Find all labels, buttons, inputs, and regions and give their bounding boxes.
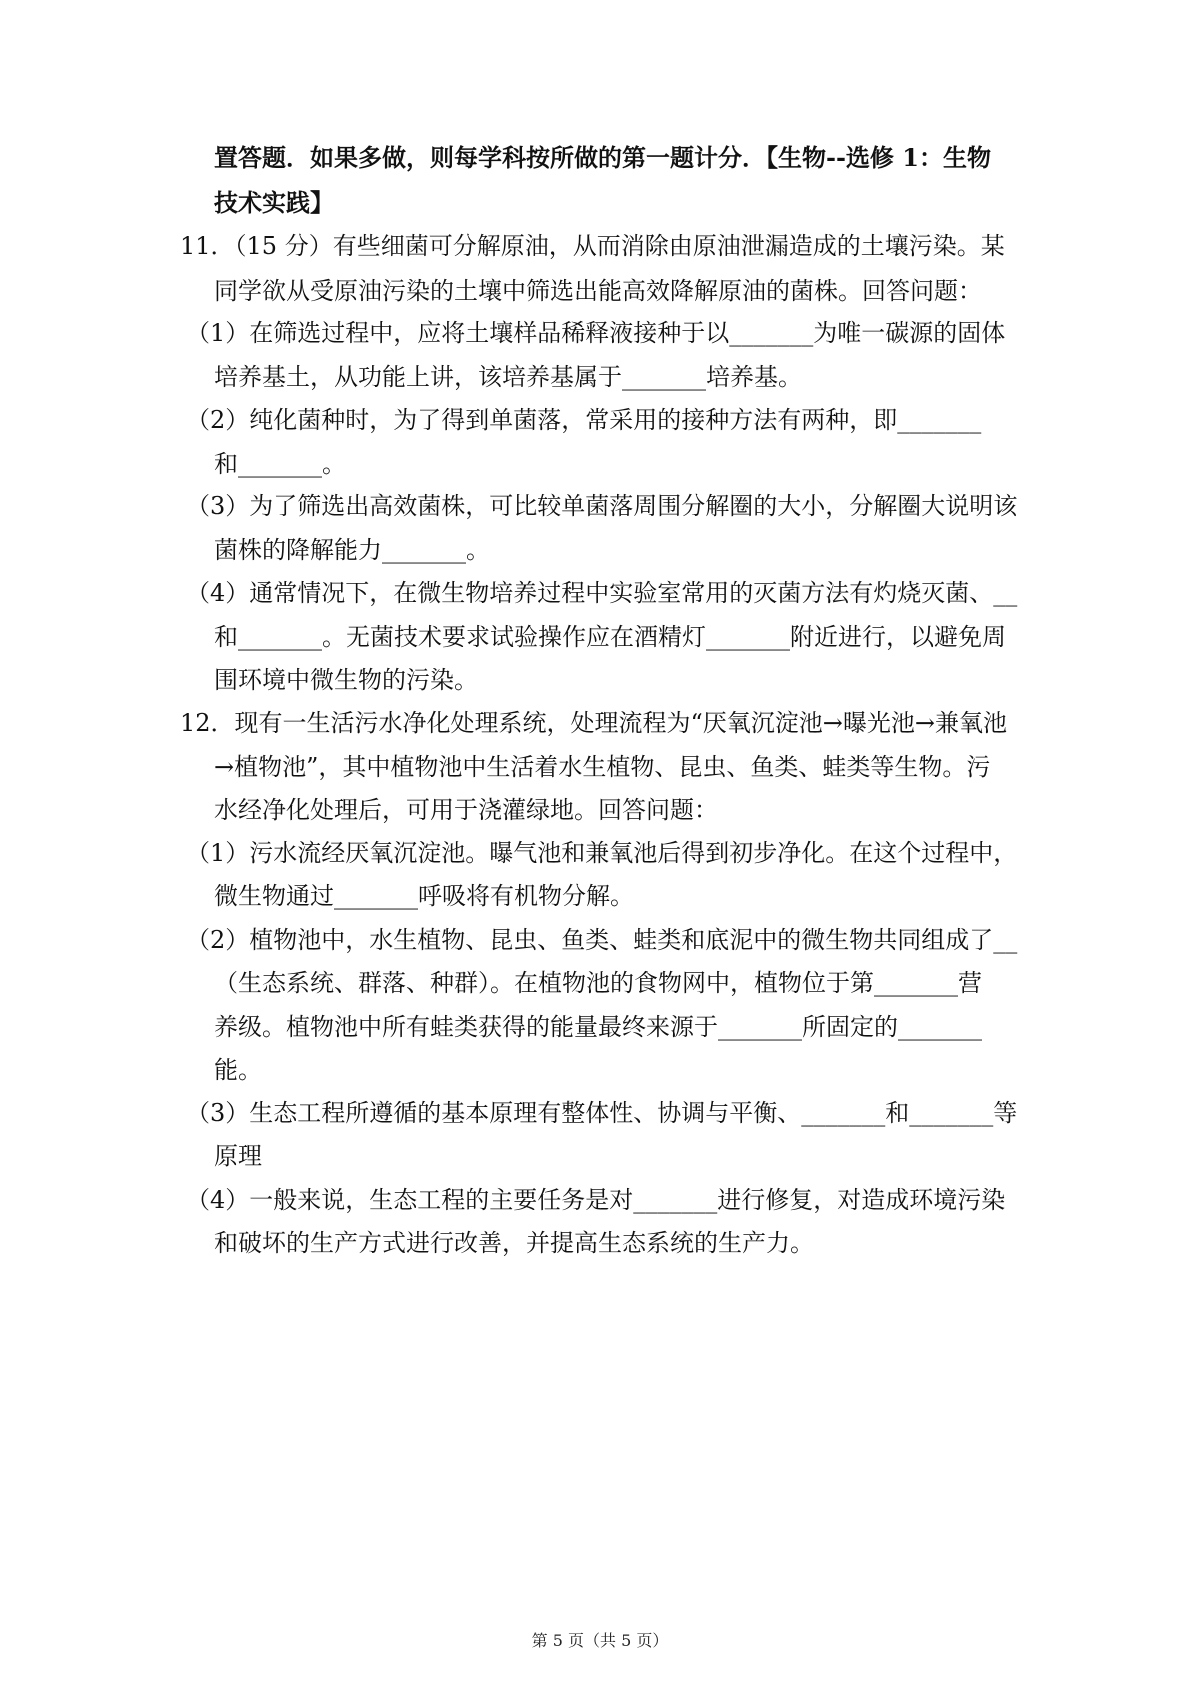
question-11-part-4-line-3: 围环境中微生物的污染。 <box>214 666 478 694</box>
question-12-part-1-line-1: （1）污水流经厌氧沉淀池。曝气池和兼氧池后得到初步净化。在这个过程中， <box>186 839 1018 867</box>
page-footer: 第 5 页（共 5 页） <box>531 1631 669 1650</box>
question-11-part-2-line-1: （2）纯化菌种时，为了得到单菌落，常采用的接种方法有两种，即_______ <box>186 406 982 434</box>
question-12-stem-line-3: 水经净化处理后，可用于浇灌绿地。回答问题： <box>214 796 718 824</box>
question-11-part-2-line-2: 和_______。 <box>214 450 346 478</box>
question-12-stem-line-1: 12．现有一生活污水净化处理系统，处理流程为“厌氧沉淀池→曝光池→兼氧池 <box>180 709 1008 737</box>
question-12-part-2-line-4: 能。 <box>214 1056 262 1084</box>
question-11-part-1-line-1: （1）在筛选过程中，应将土壤样品稀释液接种于以_______为唯一碳源的固体 <box>186 319 1006 347</box>
section-header-line-1: 置答题．如果多做，则每学科按所做的第一题计分．【生物--选修 1：生物 <box>214 143 991 172</box>
question-12-part-3-line-2: 原理 <box>214 1142 262 1170</box>
question-11-part-4-line-1: （4）通常情况下，在微生物培养过程中实验室常用的灭菌方法有灼烧灭菌、__ <box>186 579 1018 607</box>
question-12-part-4-line-2: 和破坏的生产方式进行改善，并提高生态系统的生产力。 <box>214 1229 814 1257</box>
section-header-line-2: 技术实践】 <box>214 188 334 217</box>
question-12-part-2-line-1: （2）植物池中，水生植物、昆虫、鱼类、蛙类和底泥中的微生物共同组成了__ <box>186 926 1018 954</box>
question-12-part-2-line-3: 养级。植物池中所有蛙类获得的能量最终来源于_______所固定的_______ <box>214 1013 982 1041</box>
question-12-part-3-line-1: （3）生态工程所遵循的基本原理有整体性、协调与平衡、_______和_______等 <box>186 1099 1018 1127</box>
question-12-part-2-line-2: （生态系统、群落、种群）。在植物池的食物网中，植物位于第_______营 <box>214 969 982 997</box>
question-11-stem-line-2: 同学欲从受原油污染的土壤中筛选出能高效降解原油的菌株。回答问题： <box>214 277 982 305</box>
question-11-part-1-line-2: 培养基土，从功能上讲，该培养基属于_______培养基。 <box>214 363 802 391</box>
question-11-stem-line-1: 11．（15 分）有些细菌可分解原油，从而消除由原油泄漏造成的土壤污染。某 <box>180 232 1005 260</box>
question-12-part-4-line-1: （4）一般来说，生态工程的主要任务是对_______进行修复，对造成环境污染 <box>186 1186 1006 1214</box>
question-12-part-1-line-2: 微生物通过_______呼吸将有机物分解。 <box>214 882 634 910</box>
question-11-part-3-line-1: （3）为了筛选出高效菌株，可比较单菌落周围分解圈的大小，分解圈大说明该 <box>186 492 1018 520</box>
question-12-stem-line-2: →植物池”，其中植物池中生活着水生植物、昆虫、鱼类、蛙类等生物。污 <box>214 753 991 781</box>
question-11-part-3-line-2: 菌株的降解能力_______。 <box>214 536 490 564</box>
question-11-part-4-line-2: 和_______。无菌技术要求试验操作应在酒精灯_______附近进行，以避免周 <box>214 623 1006 651</box>
